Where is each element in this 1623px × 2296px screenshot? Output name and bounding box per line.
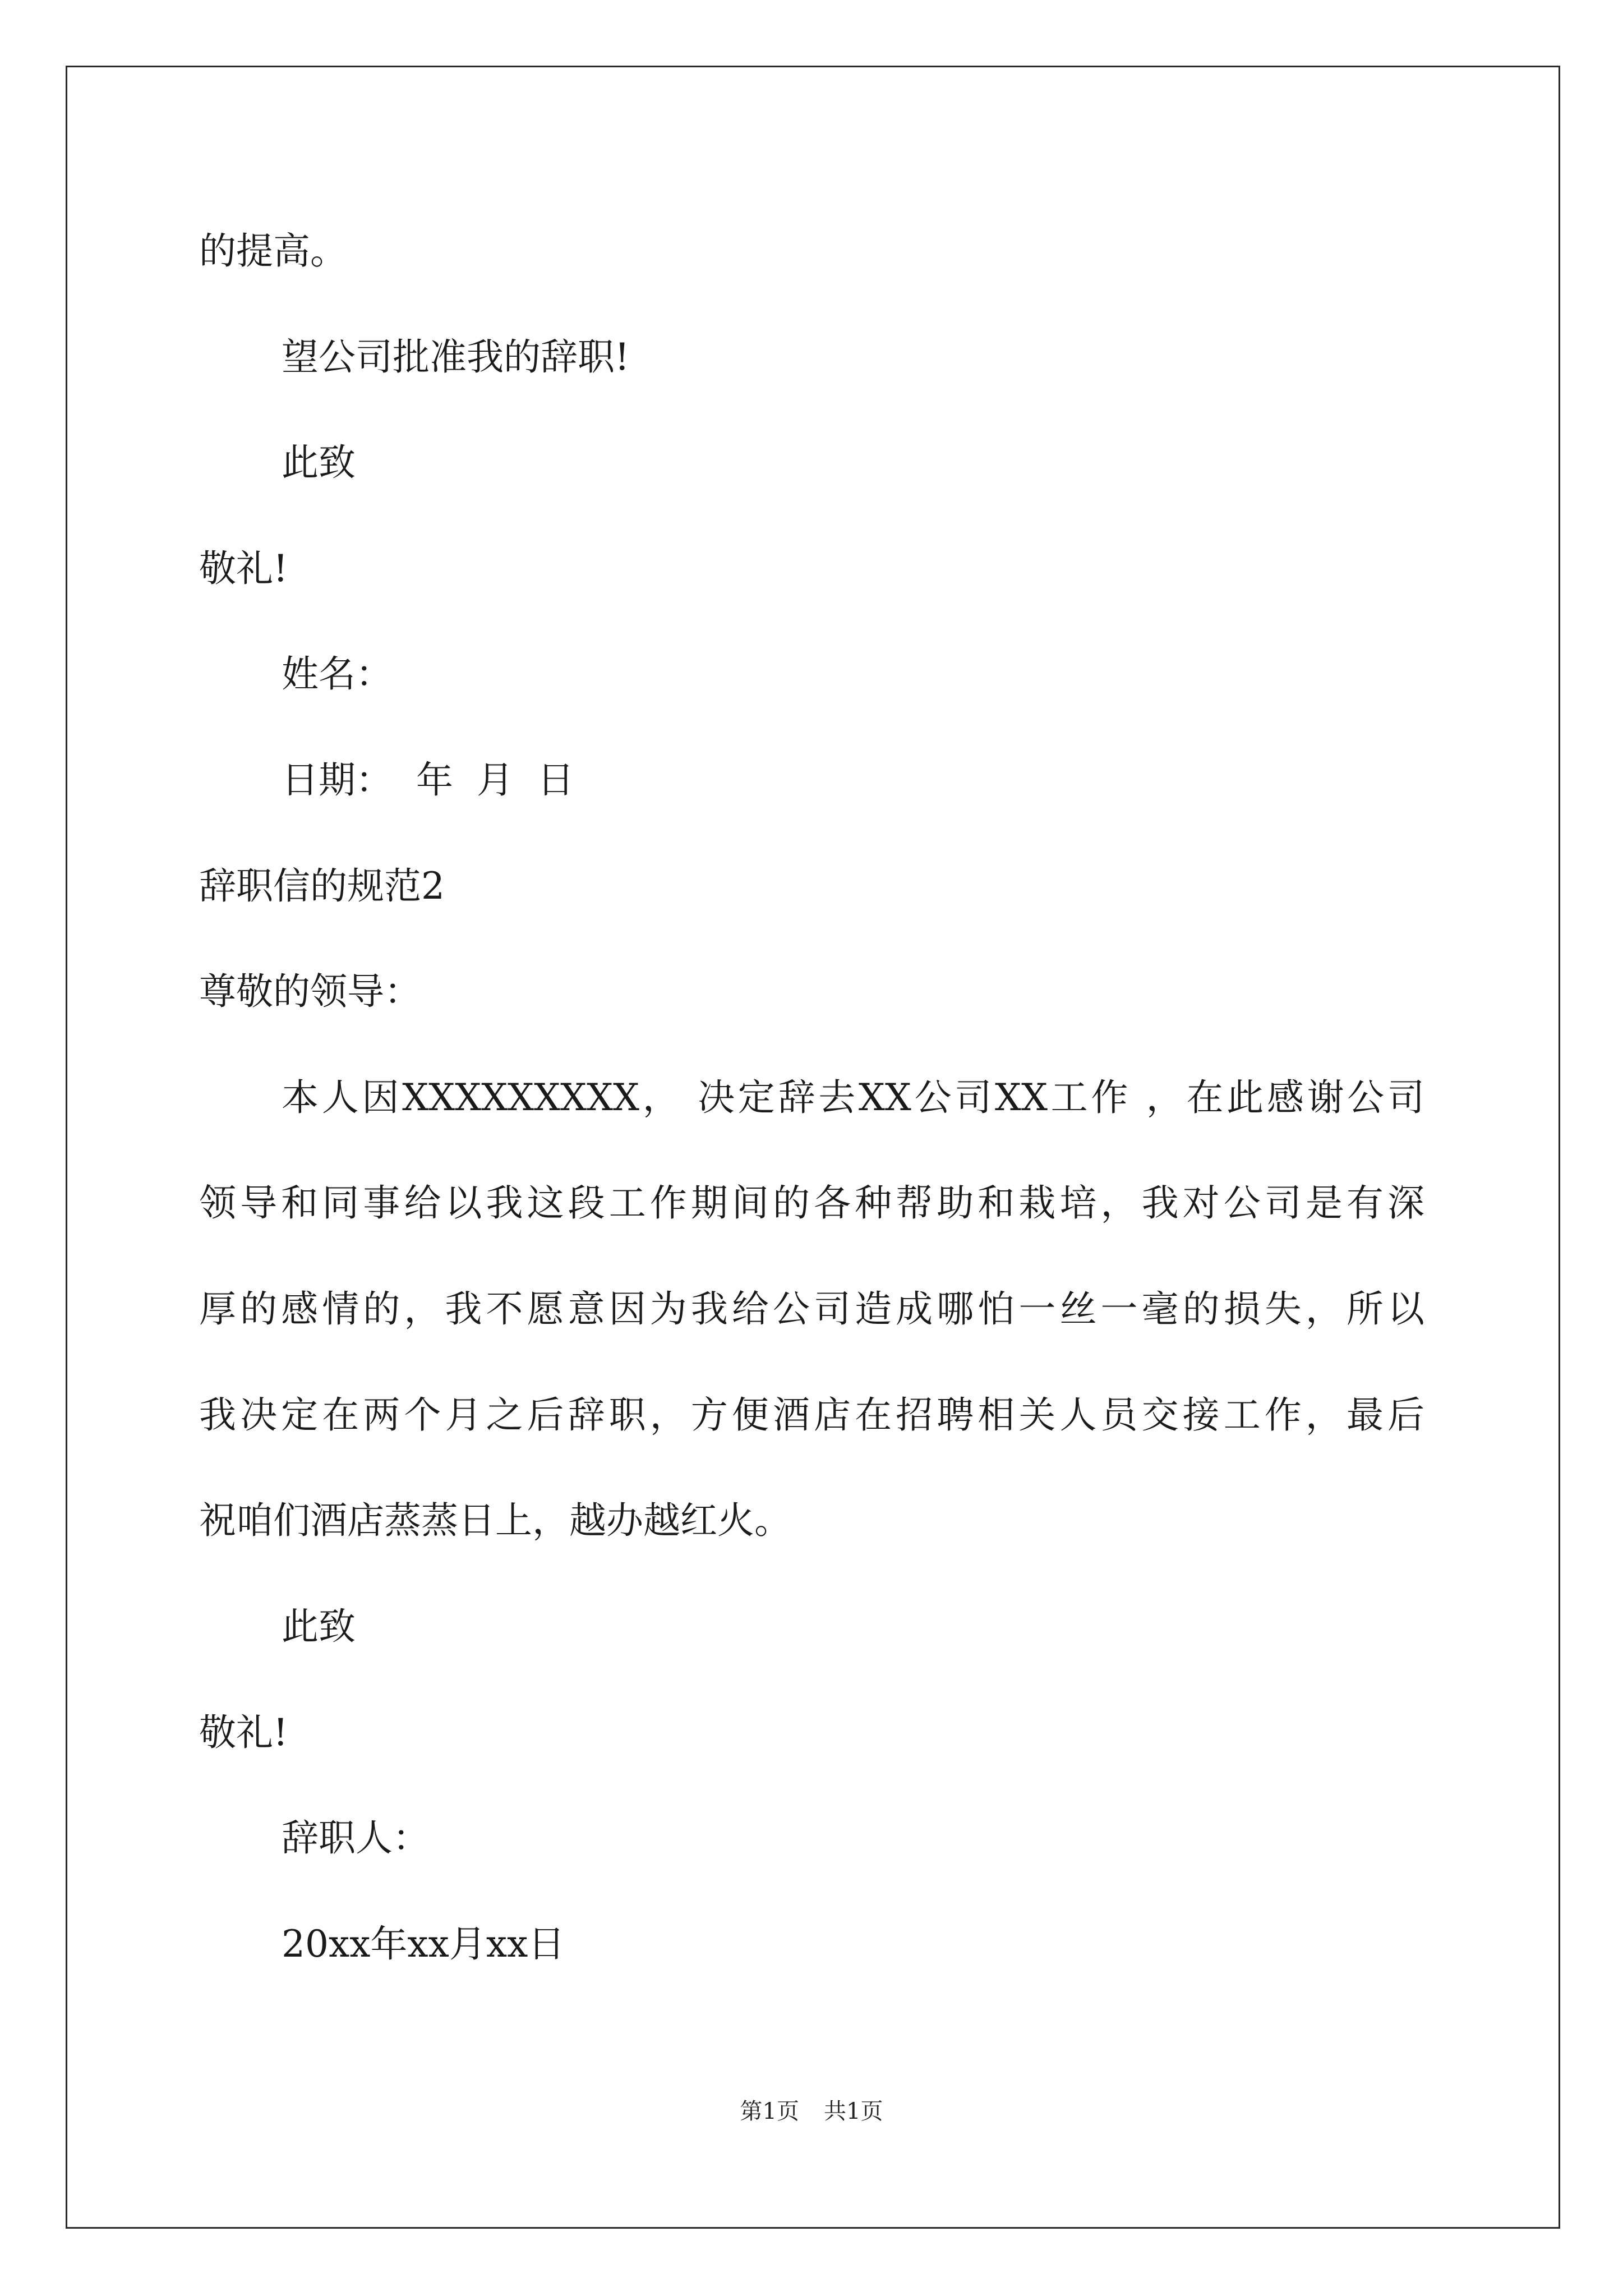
closing-salutation: 此致 xyxy=(282,1605,356,1648)
text-line: 的提高。 xyxy=(199,229,347,273)
paragraph-line: 我决定在两个月之后辞职，方便酒店在招聘相关人员交接工作，最后 xyxy=(199,1393,1424,1437)
paragraph-line: 厚的感情的，我不愿意因为我给公司造成哪怕一丝一毫的损失，所以 xyxy=(199,1287,1424,1331)
text-line: 望公司批准我的辞职! xyxy=(282,335,630,379)
page-footer xyxy=(0,2095,1623,2128)
closing-respect: 敬礼! xyxy=(199,1711,288,1754)
page-current: 第1页 xyxy=(740,2099,799,2124)
paragraph-line: 本人因XXXXXXXXX， 决定辞去XX公司XX工作 ，在此感谢公司 xyxy=(282,1076,1424,1119)
section-title: 辞职信的规范2 xyxy=(199,864,445,908)
paragraph-line: 领导和同事给以我这段工作期间的各种帮助和栽培，我对公司是有深 xyxy=(199,1181,1424,1225)
page-border xyxy=(66,66,1560,2229)
signer-label: 辞职人： xyxy=(282,1816,430,1860)
text-line: 日期： 年 月 日 xyxy=(282,758,574,802)
text-line: 姓名： xyxy=(282,652,393,696)
paragraph-line: 祝咱们酒店蒸蒸日上，越办越红火。 xyxy=(199,1499,791,1542)
page-total: 共1页 xyxy=(824,2099,883,2124)
text-line: 敬礼! xyxy=(199,547,288,590)
signature-date: 20xx年xx月xx日 xyxy=(282,1922,565,1966)
text-line: 此致 xyxy=(282,441,356,484)
greeting: 尊敬的领导： xyxy=(199,970,421,1013)
